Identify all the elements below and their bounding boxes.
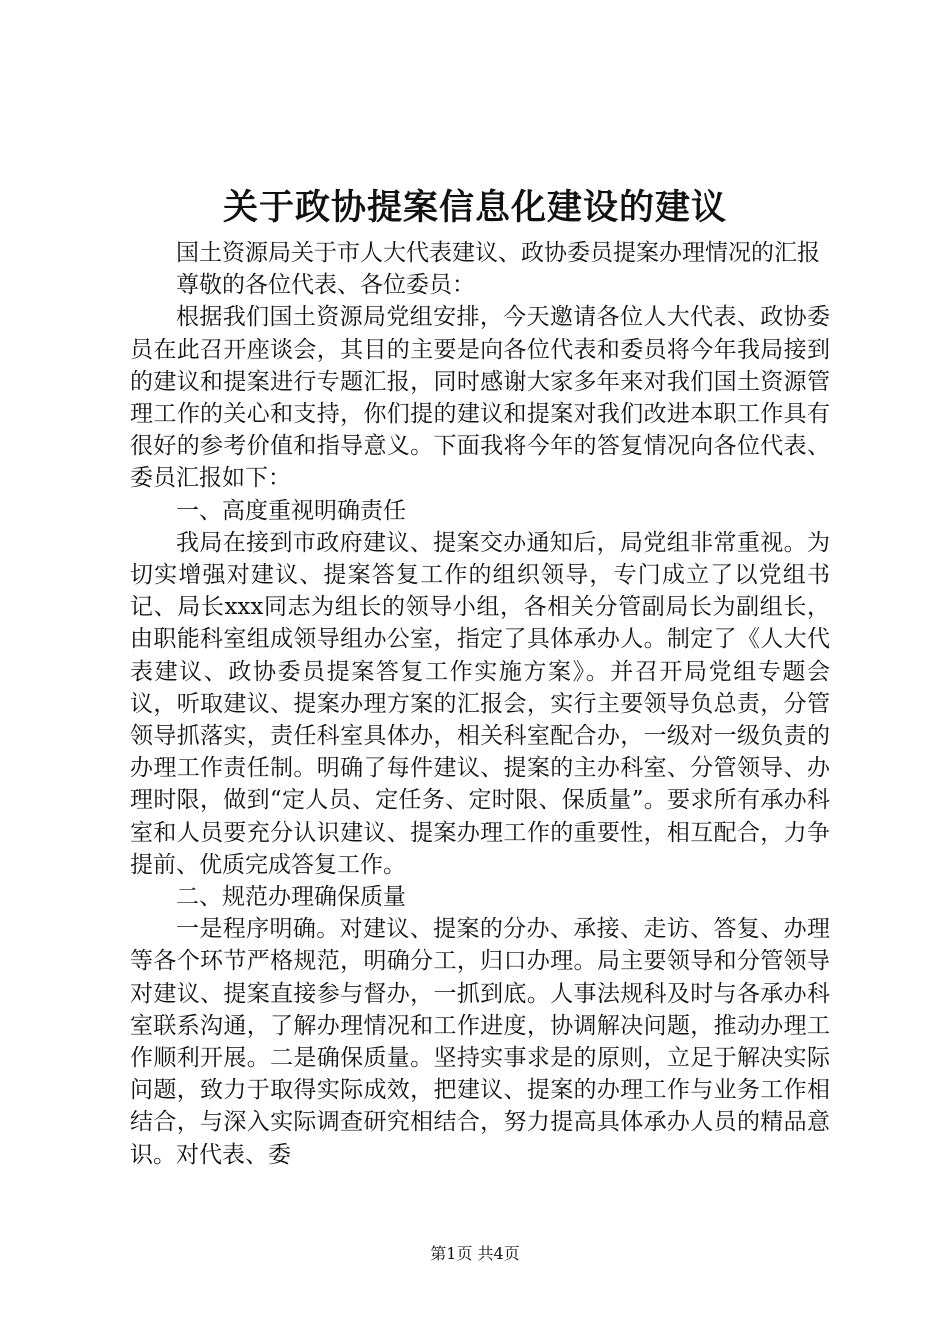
salutation-paragraph: 尊敬的各位代表、各位委员： (176, 272, 475, 299)
document-title: 关于政协提案信息化建设的建议 (222, 188, 727, 228)
section-1-paragraph: 我局在接到市政府建议、提案交办通知后，局党组非常重视。为切实增强对建议、提案答复工作的组织领导，专门成立了以党组书记、局长xxx同志为组长的领导小组，各相关分管副局长为副组长，由职能科室组成领导组办公室，指定了具体承办人。制定了《人大代表建议、政协委员提案答复工作实施方案》。并召开局党组专题会议，听取建议、提案办理方案的汇报会，实行主要领导负总责，分管领导抓落实，责任科室具体办，相关科室配合办，一级对一级负责的办理工作责任制。明确了每件建议、提案的主办科室、分管领导、办理时限，做到“定人员、定任务、定时限、保质量”。要求所有承办科室和人员要充分认识建议、提案办理工作的重要性，相互配合，力争提前、优质完成答复工作。 (130, 529, 830, 878)
section-heading-1: 一、高度重视明确责任 (176, 497, 406, 524)
page-footer: 第1页 共4页 (430, 1244, 520, 1263)
intro-paragraph: 根据我们国土资源局党组安排，今天邀请各位人大代表、政协委员在此召开座谈会，其目的主要是向各位代表和委员将今年我局接到的建议和提案进行专题汇报，同时感谢大家多年来对我们国土资源管理工作的关心和支持，你们提的建议和提案对我们改进本职工作具有很好的参考价值和指导意义。下面我将今年的答复情况向各位代表、委员汇报如下： (130, 304, 830, 492)
document-body (130, 237, 830, 1171)
report-subtitle-paragraph: 国土资源局关于市人大代表建议、政协委员提案办理情况的汇报 (176, 240, 820, 266)
section-heading-2: 二、规范办理确保质量 (176, 884, 406, 911)
section-2-paragraph: 一是程序明确。对建议、提案的分办、承接、走访、答复、办理等各个环节严格规范，明确分工，归口办理。局主要领导和分管领导对建议、提案直接参与督办，一抓到底。人事法规科及时与各承办科室联系沟通，了解办理情况和工作进度，协调解决问题，推动办理工作顺利开展。二是确保质量。坚持实事求是的原则，立足于解决实际问题，致力于取得实际成效，把建议、提案的办理工作与业务工作相结合，与深入实际调查研究相结合，努力提高具体承办人员的精品意识。对代表、委 (130, 916, 830, 1168)
